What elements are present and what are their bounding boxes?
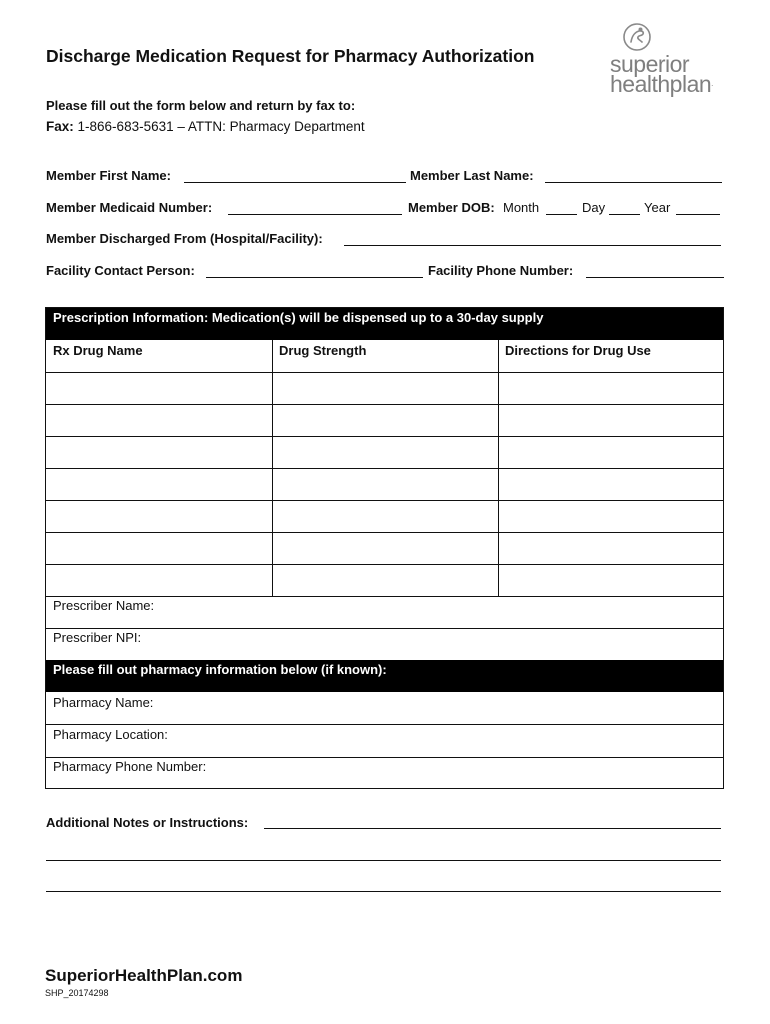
member-dob-label: Member DOB: [408, 200, 495, 215]
pharmacy-header: Please fill out pharmacy information below (if known): [46, 660, 723, 692]
additional-notes-line-1[interactable] [264, 828, 721, 829]
rx-drug-name-cell-6[interactable] [46, 533, 272, 564]
member-last-name-field[interactable] [545, 182, 722, 183]
prescription-header: Prescription Information: Medication(s) will be dispensed up to a 30-day supply [46, 308, 723, 340]
member-medicaid-number-label: Member Medicaid Number: [46, 200, 213, 215]
directions-cell-4[interactable] [499, 469, 723, 500]
pharmacy-phone-number-label: Pharmacy Phone Number: [53, 759, 207, 774]
pharmacy-location-field[interactable] [181, 725, 722, 756]
fax-instructions: Please fill out the form below and return by fax to: [46, 98, 356, 113]
member-first-name-label: Member First Name: [46, 168, 171, 183]
drug-strength-cell-5[interactable] [273, 501, 498, 532]
drug-strength-cell-7[interactable] [273, 565, 498, 596]
prescriber-name-label: Prescriber Name: [53, 598, 155, 613]
additional-notes-line-3[interactable] [46, 891, 721, 892]
drug-strength-cell-3[interactable] [273, 437, 498, 468]
directions-cell-6[interactable] [499, 533, 723, 564]
facility-contact-person-label: Facility Contact Person: [46, 263, 195, 278]
logo-line-1: superior [610, 51, 690, 77]
rx-drug-name-cell-2[interactable] [46, 405, 272, 436]
column-header-directions: Directions for Drug Use [505, 343, 651, 358]
form-title: Discharge Medication Request for Pharmacy Authorization [46, 46, 535, 66]
pharmacy-location-label: Pharmacy Location: [53, 727, 168, 742]
directions-cell-7[interactable] [499, 565, 723, 596]
rx-drug-name-cell-7[interactable] [46, 565, 272, 596]
directions-cell-3[interactable] [499, 437, 723, 468]
rx-drug-name-cell-4[interactable] [46, 469, 272, 500]
member-first-name-field[interactable] [184, 182, 406, 183]
prescription-table [45, 307, 724, 789]
additional-notes-label: Additional Notes or Instructions: [46, 815, 249, 830]
dob-day-field[interactable] [609, 214, 640, 215]
logo-trademark: . [711, 79, 713, 88]
rx-drug-name-cell-1[interactable] [46, 373, 272, 404]
member-medicaid-number-field[interactable] [228, 214, 402, 215]
member-last-name-label: Member Last Name: [410, 168, 534, 183]
pharmacy-phone-number-field[interactable] [221, 758, 722, 788]
column-header-drug-strength: Drug Strength [279, 343, 367, 358]
pharmacy-name-field[interactable] [166, 693, 722, 723]
prescriber-npi-label: Prescriber NPI: [53, 630, 142, 645]
drug-strength-cell-1[interactable] [273, 373, 498, 404]
superior-healthplan-logo [610, 20, 730, 112]
fax-label: Fax: [46, 119, 74, 134]
rx-drug-name-cell-3[interactable] [46, 437, 272, 468]
dob-year-label: Year [644, 200, 671, 215]
member-discharged-from-field[interactable] [344, 245, 721, 246]
logo-line-2: healthplan [610, 71, 712, 97]
rx-drug-name-cell-5[interactable] [46, 501, 272, 532]
dob-year-field[interactable] [676, 214, 720, 215]
column-header-rx-drug-name: Rx Drug Name [53, 343, 143, 358]
directions-cell-1[interactable] [499, 373, 723, 404]
dob-month-field[interactable] [546, 214, 577, 215]
dob-day-label: Day [582, 200, 606, 215]
facility-contact-person-field[interactable] [206, 277, 423, 278]
fax-line [46, 119, 365, 134]
prescriber-name-field[interactable] [166, 597, 722, 627]
directions-cell-2[interactable] [499, 405, 723, 436]
footer-form-code: SHP_20174298 [45, 988, 109, 998]
pharmacy-name-label: Pharmacy Name: [53, 695, 154, 710]
drug-strength-cell-4[interactable] [273, 469, 498, 500]
dob-month-label: Month [503, 200, 540, 215]
drug-strength-cell-6[interactable] [273, 533, 498, 564]
footer-website: SuperiorHealthPlan.com [45, 966, 243, 985]
facility-phone-number-field[interactable] [586, 277, 724, 278]
facility-phone-number-label: Facility Phone Number: [428, 263, 574, 278]
superior-healthplan-emblem-icon [622, 22, 652, 52]
member-discharged-from-label: Member Discharged From (Hospital/Facility): [46, 231, 323, 246]
drug-strength-cell-2[interactable] [273, 405, 498, 436]
prescriber-npi-field[interactable] [156, 629, 722, 659]
fax-number: 1-866-683-5631 – ATTN: Pharmacy Department [77, 119, 365, 134]
directions-cell-5[interactable] [499, 501, 723, 532]
additional-notes-line-2[interactable] [46, 860, 721, 861]
